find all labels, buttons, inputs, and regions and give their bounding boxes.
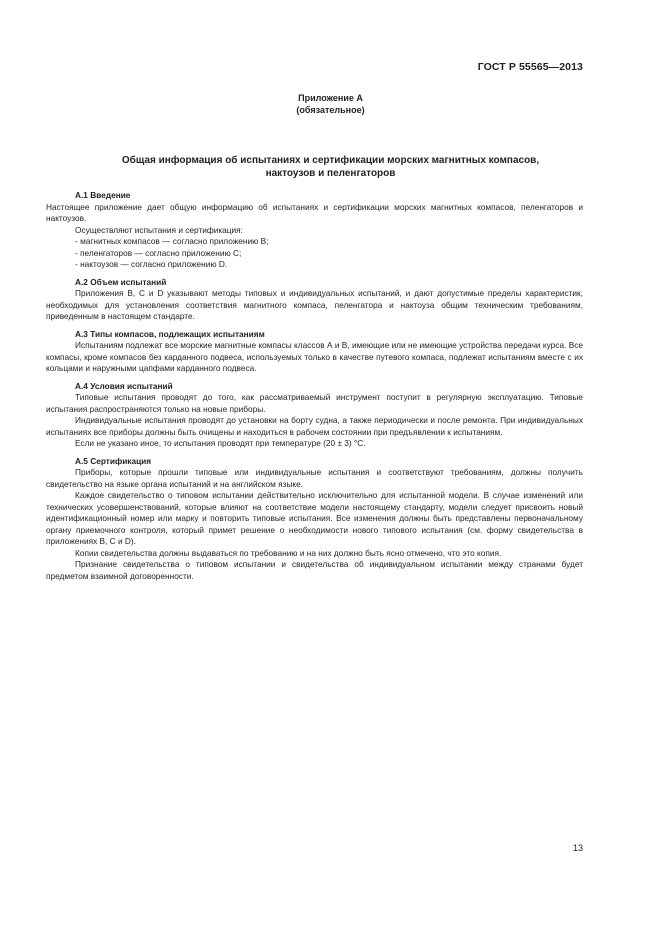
paragraph: Признание свидетельства о типовом испытании и свидетельства об индивидуальном испытании между странами будет предметом взаимной договоренности. (46, 559, 583, 581)
paragraph: Осуществляют испытания и сертификация: (75, 224, 243, 235)
section-heading: А.5 Сертификация (75, 455, 152, 466)
document-code: ГОСТ Р 55565—2013 (477, 61, 583, 73)
paragraph: Приборы, которые прошли типовые или индивидуальные испытания и соответствуют требованиям, должны получить свидетельство на языке органа испытаний и на английском языке. (46, 467, 583, 489)
paragraph: Если не указано иное, то испытания проводят при температуре (20 ± 3) °С. (75, 438, 366, 448)
section-a2 (46, 276, 583, 323)
section-heading: А.3 Типы компасов, подлежащих испытаниям (75, 328, 265, 339)
section-heading: А.1 Введение (75, 190, 131, 200)
paragraph (46, 202, 583, 225)
section-a5 (46, 455, 583, 583)
list-item: - магнитных компасов — согласно приложению В; (75, 236, 269, 246)
section-a4 (46, 380, 583, 450)
annex-title (70, 154, 591, 180)
section-heading: А.2 Объем испытаний (75, 276, 167, 287)
paragraph: Типовые испытания проводят до того, как рассматриваемый инструмент поступит в регулярную эксплуатацию. Типовые испытания распространяются только на новые приборы. (46, 392, 583, 414)
section-heading: А.4 Условия испытаний (75, 380, 173, 391)
section-a3 (46, 328, 583, 375)
annex-title-line-2: нактоузов и пеленгаторов (265, 168, 396, 179)
paragraph: Копии свидетельства должны выдаваться по требованию и на них должно быть ясно отмечено, что это копия. (75, 547, 502, 558)
paragraph: Индивидуальные испытания проводят до установки на борту судна, а также периодически и после ремонта. При индивидуальных испытаниях все приборы должны быть очищены и находиться в рабочем состоянии при предъявлении к испытаниям. (46, 415, 583, 437)
paragraph-text: Настоящее приложение дает общую информацию об испытаниях и сертификации морских магнитных компасов, пеленгаторов и нактоузов. (46, 201, 583, 223)
annex-title-line-1: Общая информация об испытаниях и сертификации морских магнитных компасов, (121, 155, 540, 166)
annex-heading (0, 92, 661, 116)
annex-body (46, 190, 583, 588)
annex-status: (обязательное) (296, 105, 365, 115)
paragraph: Приложения В, С и D указывают методы типовых и индивидуальных испытаний, и дают допустимые пределы характеристик, необходимых для установления соответствия магнитного компаса, пеленгатора и нактоуза общим техническим требованиям, приведенным в настоящем стандарте. (46, 288, 583, 321)
annex-label: Приложение А (298, 93, 363, 103)
list-item: - пеленгаторов — согласно приложению С; (75, 247, 242, 258)
paragraph: Испытаниям подлежат все морские магнитные компасы классов А и В, имеющие или не имеющие устройства передачи курса. Все компасы, кроме компасов без карданного подвеса, используемых только в качестве путевого компаса, подлежат испытаниям вместе с их кольцами и наружными цапфами карданного подвеса. (46, 340, 583, 373)
list-item: - нактоузов — согласно приложению D. (75, 259, 228, 269)
section-a1 (46, 190, 583, 271)
paragraph: Каждое свидетельство о типовом испытании действительно исключительно для испытанной модели. В случае изменений или технических усовершенствований, которые влияют на соответствие модели настоящему стандарту, модели следует присвоить новый идентификационный номер или марку и повторить типовые испытания. Все изменения должны быть представлены первоначальному органу приемочного контроля, который примет решение о необходимости нового типового испытания (см. форму свидетельства в приложениях В, С и D). (46, 490, 583, 546)
page-number: 13 (572, 843, 583, 853)
